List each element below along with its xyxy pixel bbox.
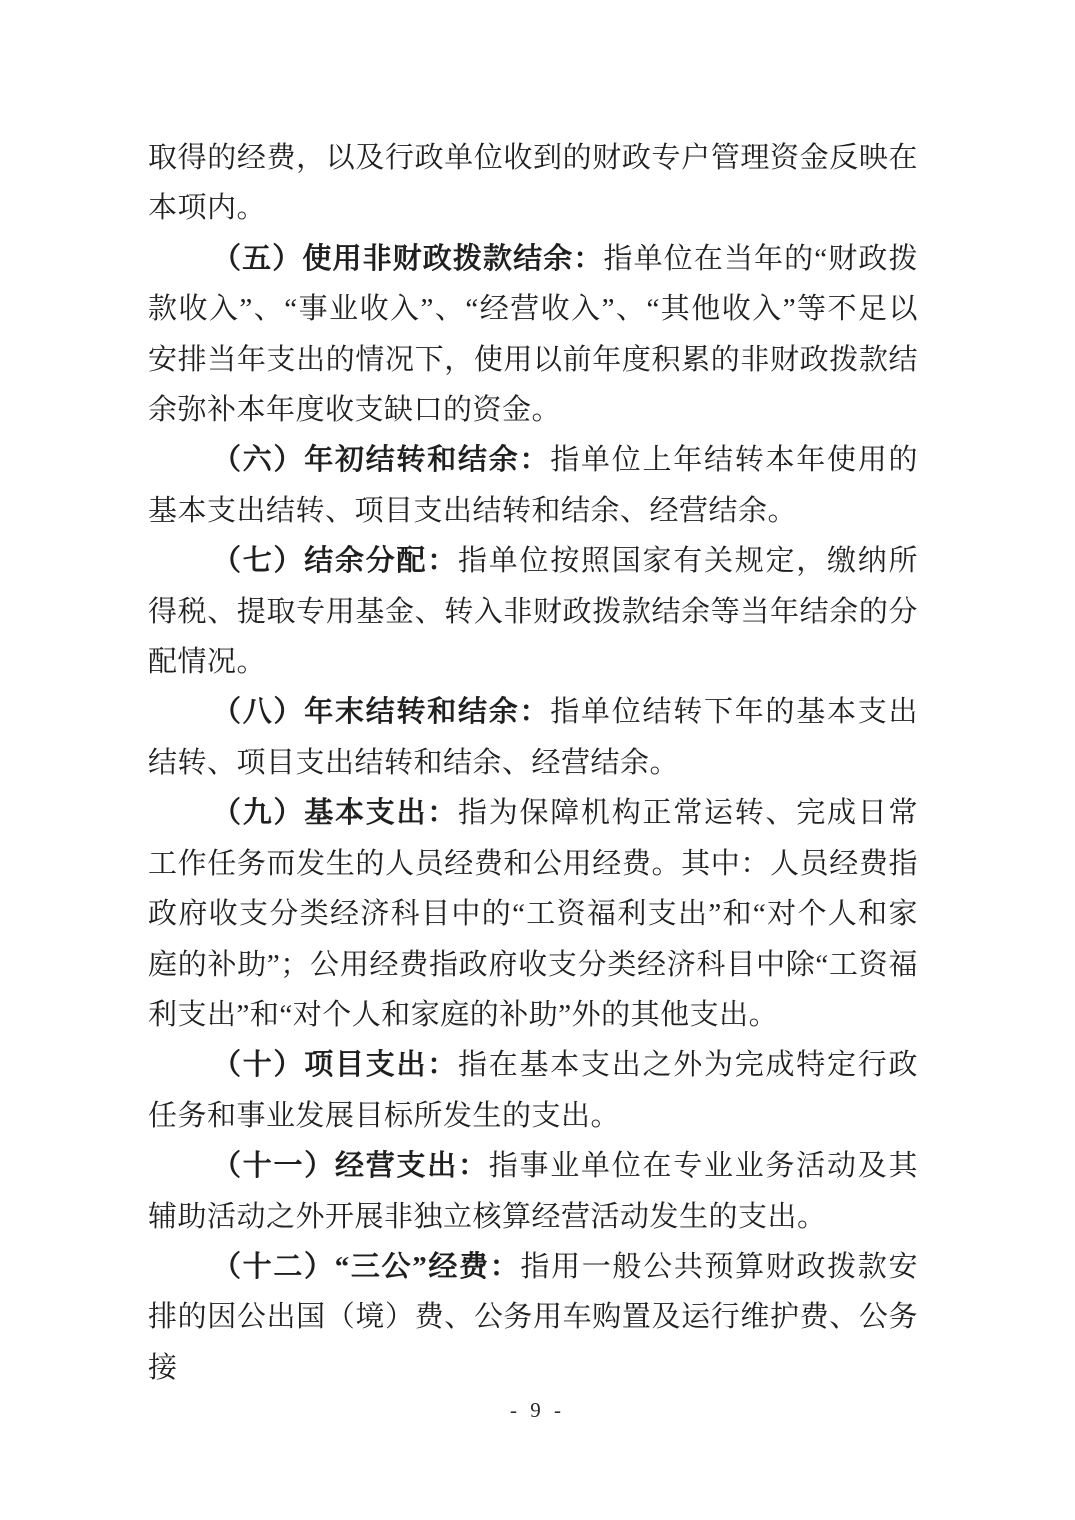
paragraph <box>148 1040 918 1141</box>
term-label: （十）项目支出： <box>212 1049 458 1082</box>
paragraph <box>148 1141 918 1242</box>
paragraph-text: 指单位按照国家有关规定，缴纳所得税、提取专用基金、转入非财政拨款结余等当年结余的分配情况。 <box>148 545 918 679</box>
paragraph <box>148 234 918 436</box>
paragraph <box>148 687 918 788</box>
page-number: - 9 - <box>510 1398 565 1422</box>
paragraph-text: 指事业单位在专业业务活动及其辅助活动之外开展非独立核算经营活动发生的支出。 <box>148 1150 918 1233</box>
paragraph-text: 指单位结转下年的基本支出结转、项目支出结转和结余、经营结余。 <box>148 696 918 779</box>
paragraph <box>148 133 918 234</box>
paragraph <box>148 536 918 687</box>
paragraph <box>148 788 918 1040</box>
paragraph <box>148 1242 918 1393</box>
term-label: （十一）经营支出： <box>212 1150 489 1183</box>
term-label: （五）使用非财政拨款结余： <box>212 242 604 275</box>
paragraph-text: 指在基本支出之外为完成特定行政任务和事业发展目标所发生的支出。 <box>148 1049 918 1132</box>
paragraph-text: 指用一般公共预算财政拨款安排的因公出国（境）费、公务用车购置及运行维护费、公务接 <box>148 1250 918 1384</box>
paragraph-text: 指单位在当年的“财政拨款收入”、“事业收入”、“经营收入”、“其他收入”等不足以安排当年支出的情况下，使用以前年度积累的非财政拨款结余弥补本年度收支缺口的资金。 <box>148 242 918 427</box>
term-label: （六）年初结转和结余： <box>212 444 551 477</box>
paragraph-text: 取得的经费，以及行政单位收到的财政专户管理资金反映在本项内。 <box>148 142 918 225</box>
term-label: （十二）“三公”经费： <box>212 1250 521 1283</box>
document-text-body <box>148 133 918 1393</box>
paragraph-text: 指为保障机构正常运转、完成日常工作任务而发生的人员经费和公用经费。其中：人员经费指政府收支分类经济科目中的“工资福利支出”和“对个人和家庭的补助”；公用经费指政府收支分类经济科目中除“工资福利支出”和“对个人和家庭的补助”外的其他支出。 <box>148 797 918 1031</box>
term-label: （八）年末结转和结余： <box>212 696 551 729</box>
term-label: （九）基本支出： <box>212 797 458 830</box>
paragraph <box>148 435 918 536</box>
paragraph-text: 指单位上年结转本年使用的基本支出结转、项目支出结转和结余、经营结余。 <box>148 444 918 527</box>
term-label: （七）结余分配： <box>212 545 458 578</box>
